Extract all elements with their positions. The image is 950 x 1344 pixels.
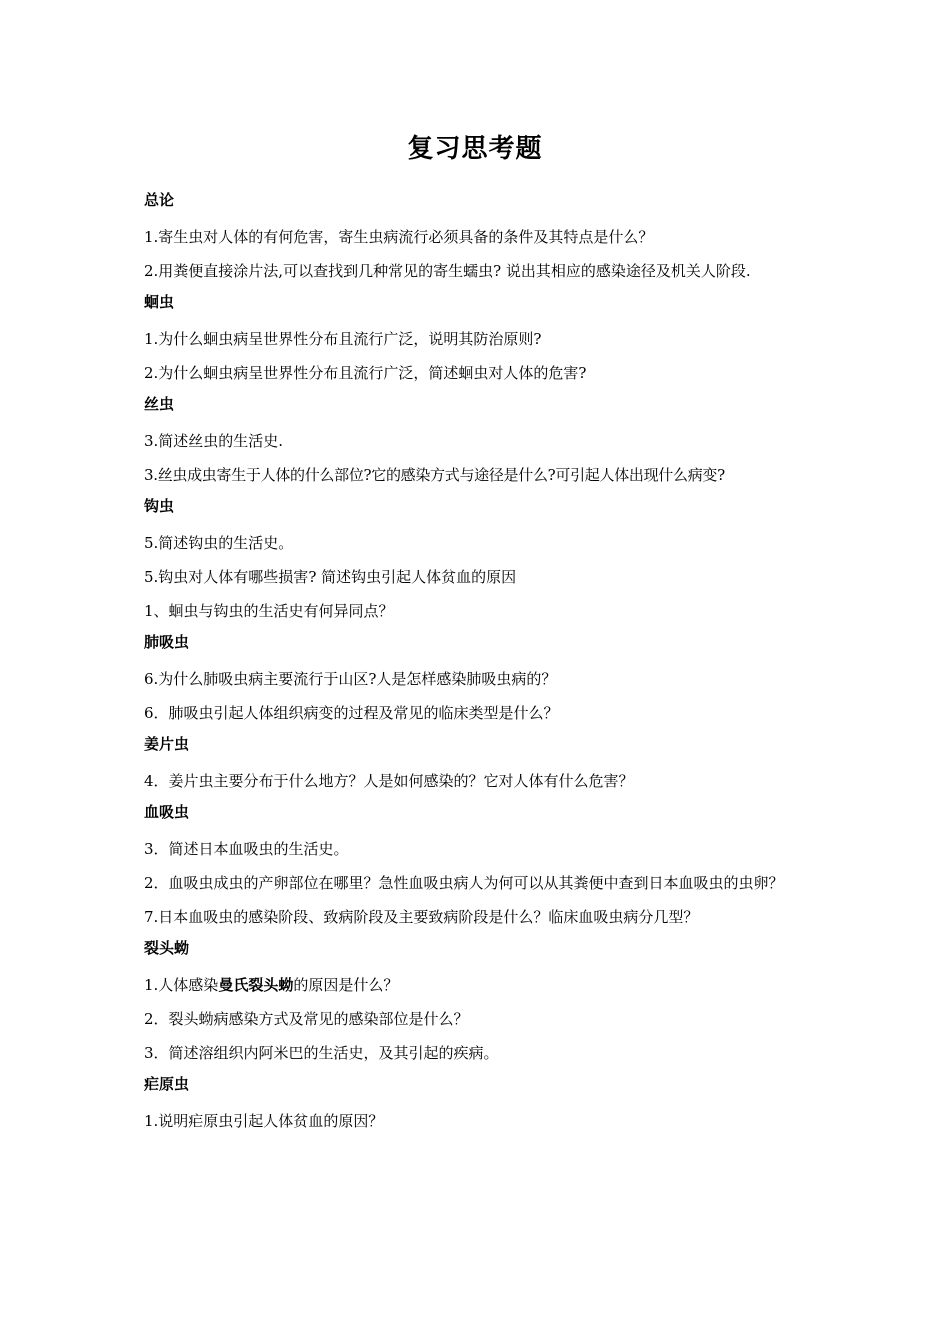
page-title: 复习思考题	[407, 134, 543, 164]
question-general-2: 2.用粪便直接涂片法,可以查找到几种常见的寄生蠕虫? 说出其相应的感染途径及机关人阶段.	[144, 262, 751, 280]
question-roundworm-2: 2.为什么蛔虫病呈世界性分布且流行广泛，简述蛔虫对人体的危害?	[144, 364, 587, 382]
question-plasmodium-1: 1.说明疟原虫引起人体贫血的原因？	[144, 1112, 384, 1130]
question-lung-fluke-1: 6.为什么肺吸虫病主要流行于山区?人是怎样感染肺吸虫病的？	[144, 670, 557, 688]
question-schistosoma-3: 7.日本血吸虫的感染阶段、致病阶段及主要致病阶段是什么？临床血吸虫病分几型？	[144, 908, 699, 926]
question-sparganum-1-suffix: 的原因是什么？	[293, 976, 399, 994]
question-filaria-2: 3.丝虫成虫寄生于人体的什么部位?它的感染方式与途径是什么?可引起人体出现什么病变?	[144, 466, 725, 484]
section-heading-lung-fluke: 肺吸虫	[144, 633, 190, 651]
question-schistosoma-2: 2．血吸虫成虫的产卵部位在哪里？急性血吸虫病人为何可以从其粪便中查到日本血吸虫的虫卵？	[144, 874, 784, 892]
section-heading-hookworm: 钩虫	[144, 497, 175, 515]
question-lung-fluke-2: 6．肺吸虫引起人体组织病变的过程及常见的临床类型是什么？	[144, 704, 559, 722]
question-hookworm-2: 5.钩虫对人体有哪些损害? 简述钩虫引起人体贫血的原因	[144, 568, 517, 586]
question-hookworm-1: 5.简述钩虫的生活史。	[144, 534, 294, 552]
section-heading-roundworm: 蛔虫	[144, 293, 175, 311]
section-heading-filaria: 丝虫	[144, 395, 175, 413]
section-heading-schistosoma: 血吸虫	[144, 803, 190, 821]
question-sparganum-1-prefix: 1.人体感染	[144, 976, 219, 994]
question-sparganum-2: 2．裂头蚴病感染方式及常见的感染部位是什么？	[144, 1010, 469, 1028]
document-body	[144, 186, 814, 1138]
question-filaria-1: 3.简述丝虫的生活史.	[144, 432, 284, 450]
question-sparganum-1	[144, 968, 814, 1002]
question-general-1: 1.寄生虫对人体的有何危害，寄生虫病流行必须具备的条件及其特点是什么？	[144, 228, 654, 246]
section-heading-fasciolopsis: 姜片虫	[144, 735, 190, 753]
question-roundworm-1: 1.为什么蛔虫病呈世界性分布且流行广泛，说明其防治原则?	[144, 330, 542, 348]
question-sparganum-1-emphasis: 曼氏裂头蚴	[218, 976, 294, 994]
question-fasciolopsis-1: 4．姜片虫主要分布于什么地方？人是如何感染的？它对人体有什么危害？	[144, 772, 634, 790]
section-heading-sparganum: 裂头蚴	[144, 939, 190, 957]
section-heading-plasmodium: 疟原虫	[144, 1075, 190, 1093]
question-schistosoma-1: 3．简述日本血吸虫的生活史。	[144, 840, 349, 858]
section-heading-general: 总论	[144, 191, 175, 209]
question-hookworm-3: 1、蛔虫与钩虫的生活史有何异同点？	[144, 602, 394, 620]
question-sparganum-3: 3．简述溶组织内阿米巴的生活史，及其引起的疾病。	[144, 1044, 499, 1062]
